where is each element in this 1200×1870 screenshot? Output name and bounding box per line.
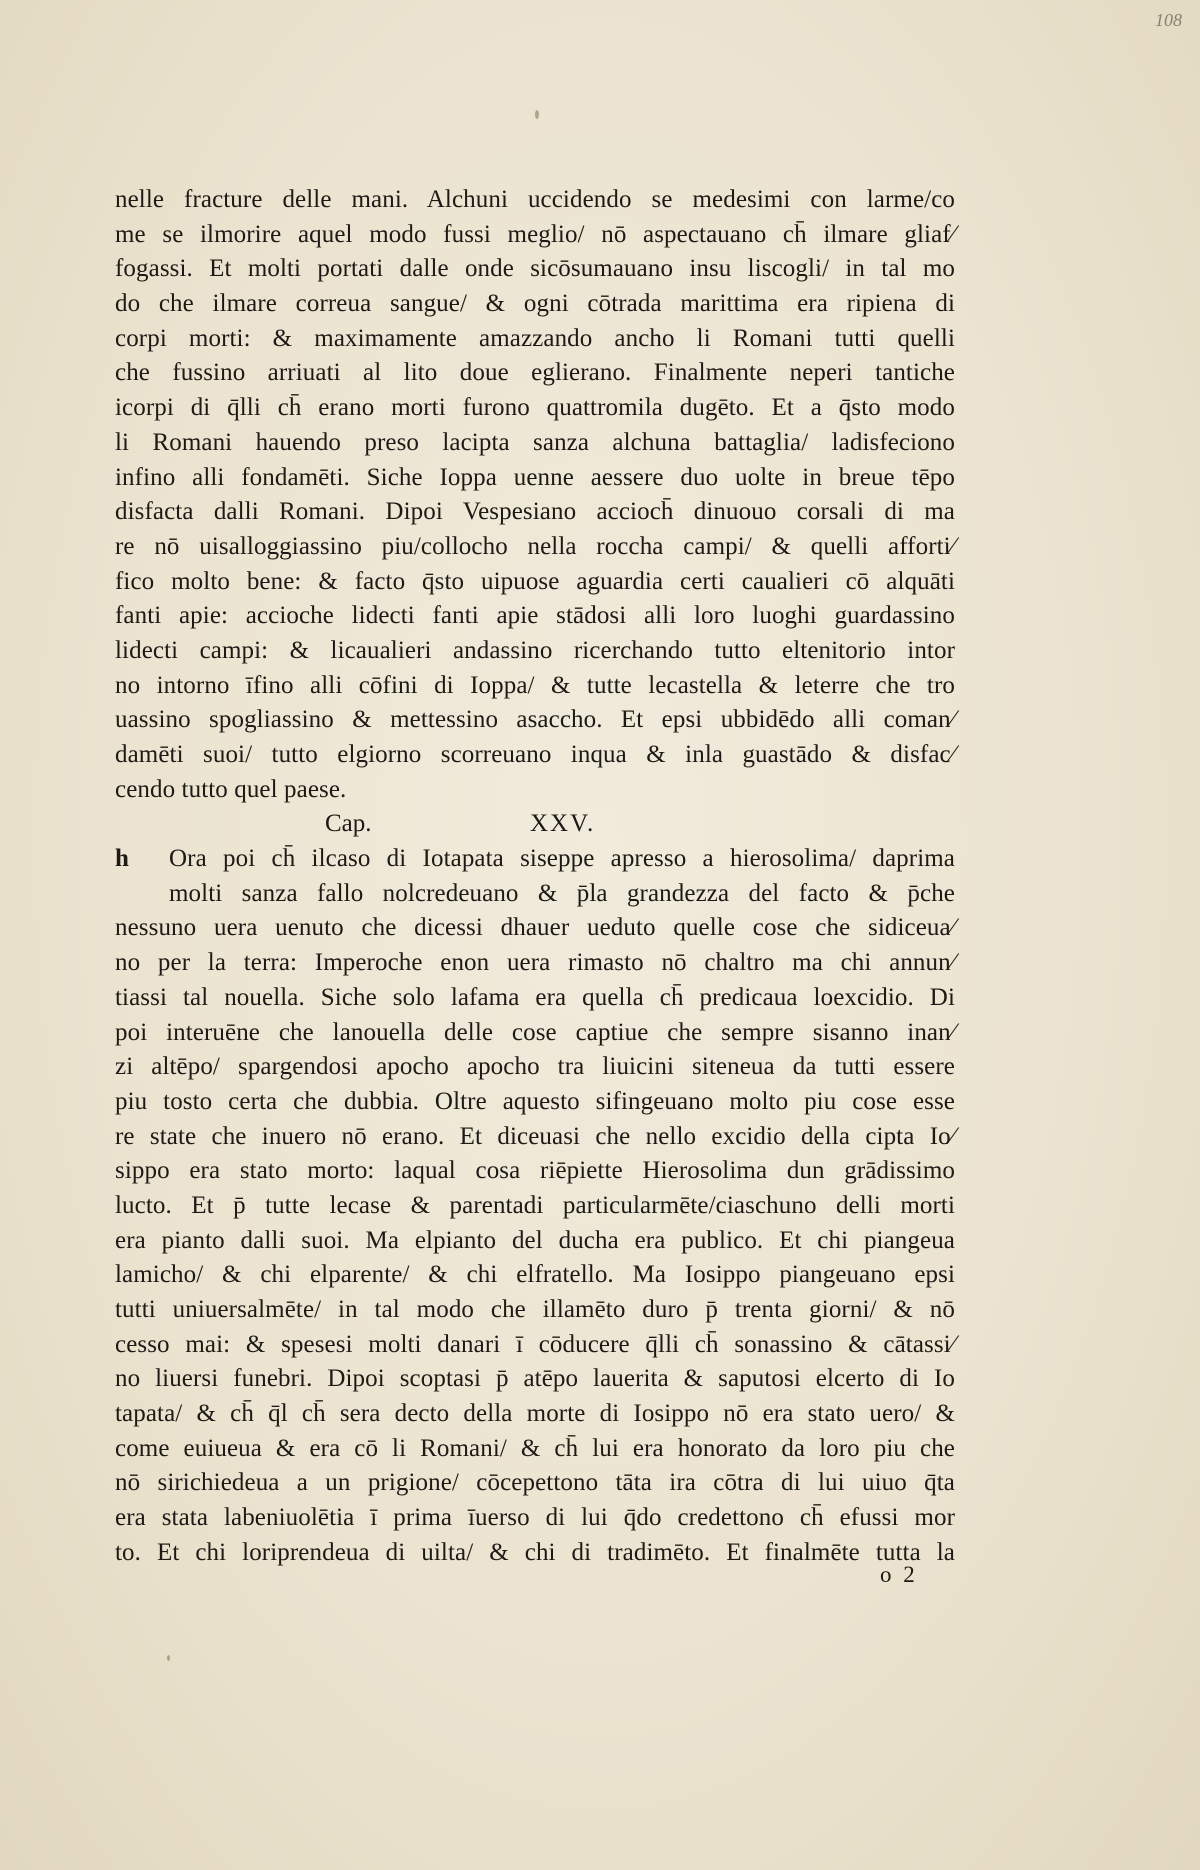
- text-column: [115, 183, 955, 1571]
- text-line: li Romani hauendo preso lacipta sanza alchuna battaglia/ ladisfeciono: [115, 428, 955, 456]
- text-line: to. Et chi loriprendeua di uilta/ & chi di tradimēto. Et finalmēte tutta la: [115, 1538, 955, 1566]
- text-line: poi interuēne che lanouella delle cose captiue che sempre sisanno inan⁄: [115, 1018, 955, 1046]
- text-line: molti sanza fallo nolcredeuano & p̄la grandezza del facto & p̄che: [169, 879, 955, 907]
- text-line: do che ilmare correua sangue/ & ogni cōtrada marittima era ripiena di: [115, 290, 955, 318]
- text-line: sippo era stato morto: laqual cosa riēpiette Hierosolima dun grādissimo: [115, 1157, 955, 1185]
- text-line: tiassi tal nouella. Siche solo lafama era quella ch̄ predicaua loexcidio. Di: [115, 983, 955, 1011]
- chapter-heading: [115, 807, 955, 842]
- text-line: zi altēpo/ spargendosi apocho apocho tra liuicini siteneua da tutti essere: [115, 1053, 955, 1081]
- chapter-label: Cap.: [325, 810, 372, 838]
- text-line: corpi morti: & maximamente amazzando ancho li Romani tutti quelli: [115, 324, 955, 352]
- guide-letter: h: [115, 845, 130, 873]
- text-line: cesso mai: & spesesi molti danari ī cōducere q̄lli ch̄ sonassino & cātassi⁄: [115, 1330, 955, 1358]
- text-line: cendo tutto quel paese.: [115, 775, 347, 803]
- folio-number: 108: [1155, 10, 1182, 30]
- text-line: infino alli fondamēti. Siche Ioppa uenne aessere duo uolte in breue tēpo: [115, 463, 955, 491]
- text-line: no intorno īfino alli cōfini di Ioppa/ & tutte lecastella & leterre che tro: [115, 671, 955, 699]
- text-line: era pianto dalli suoi. Ma elpianto del ducha era publico. Et chi piangeua: [115, 1226, 955, 1254]
- text-line: no per la terra: Imperoche enon uera rimasto nō chaltro ma chi annun⁄: [115, 949, 955, 977]
- text-line: che fussino arriuati al lito doue eglierano. Finalmente neperi tantiche: [115, 359, 955, 387]
- ink-speck: [535, 110, 539, 119]
- text-line: nelle fracture delle mani. Alchuni uccidendo se medesimi con larme/co: [115, 186, 955, 213]
- text-line: piu tosto certa che dubbia. Oltre aquesto sifingeuano molto piu cose esse: [115, 1087, 955, 1115]
- text-line: disfacta dalli Romani. Dipoi Vespesiano accioch̄ dinuouo corsali di ma: [115, 498, 955, 526]
- text-line: me se ilmorire aquel modo fussi meglio/ nō aspectauano ch̄ ilmare gliaf⁄: [115, 220, 955, 248]
- text-line: nō sirichiedeua a un prigione/ cōcepettono tāta ira cōtra di lui uiuo q̄ta: [115, 1469, 955, 1497]
- chapter-first-line-text: Ora poi ch̄ ilcaso di Iotapata siseppe apresso a hierosolima/ daprima: [169, 845, 955, 873]
- text-line: fanti apie: accioche lidecti fanti apie stādosi alli loro luoghi guardassino: [115, 602, 955, 630]
- text-line: re state che inuero nō erano. Et diceuasi che nello excidio della cipta Io⁄: [115, 1122, 955, 1150]
- text-line: lamicho/ & chi elparente/ & chi elfratello. Ma Iosippo piangeuano epsi: [115, 1261, 955, 1289]
- chapter-body: [115, 877, 955, 1571]
- chapter-number: XXV.: [530, 810, 596, 838]
- text-line: icorpi di q̄lli ch̄ erano morti furono quattromila dugēto. Et a q̄sto modo: [115, 394, 955, 422]
- text-line: tutti uniuersalmēte/ in tal modo che illamēto duro p̄ trenta giorni/ & nō: [115, 1296, 955, 1323]
- text-line: no liuersi funebri. Dipoi scoptasi p̄ atēpo lauerita & saputosi elcerto di Io: [115, 1365, 955, 1393]
- text-line: era stata labeniuolētia ī prima īuerso di lui q̄do credettono ch̄ efussi mor: [115, 1504, 955, 1532]
- text-line: damēti suoi/ tutto elgiorno scorreuano inqua & inla guastādo & disfac⁄: [115, 741, 955, 768]
- paragraph-before-chapter: [115, 183, 955, 807]
- text-line: fico molto bene: & facto q̄sto uipuose aguardia certi caualieri cō alquāti: [115, 567, 955, 595]
- signature-mark: o 2: [880, 1562, 918, 1587]
- ink-speck: [167, 1655, 170, 1661]
- text-line: lidecti campi: & licaualieri andassino ricerchando tutto eltenitorio intor: [115, 636, 955, 664]
- text-line: tapata/ & ch̄ q̄l ch̄ sera decto della morte di Iosippo nō era stato uero/ &: [115, 1400, 955, 1428]
- text-line: re nō uisalloggiassino piu/collocho nella roccha campi/ & quelli afforti⁄: [115, 532, 955, 560]
- text-line: uassino spogliassino & mettessino asaccho. Et epsi ubbidēdo alli coman⁄: [115, 706, 955, 734]
- chapter-first-line: [115, 842, 955, 877]
- text-line: nessuno uera uenuto che dicessi dhauer ueduto quelle cose che sidiceua⁄: [115, 914, 955, 942]
- text-line: fogassi. Et molti portati dalle onde sicōsumauano insu liscogli/ in tal mo: [115, 255, 955, 283]
- text-line: lucto. Et p̄ tutte lecase & parentadi particularmēte/ciaschuno delli morti: [115, 1191, 955, 1219]
- text-line: come euiueua & era cō li Romani/ & ch̄ lui era honorato da loro piu che: [115, 1434, 955, 1462]
